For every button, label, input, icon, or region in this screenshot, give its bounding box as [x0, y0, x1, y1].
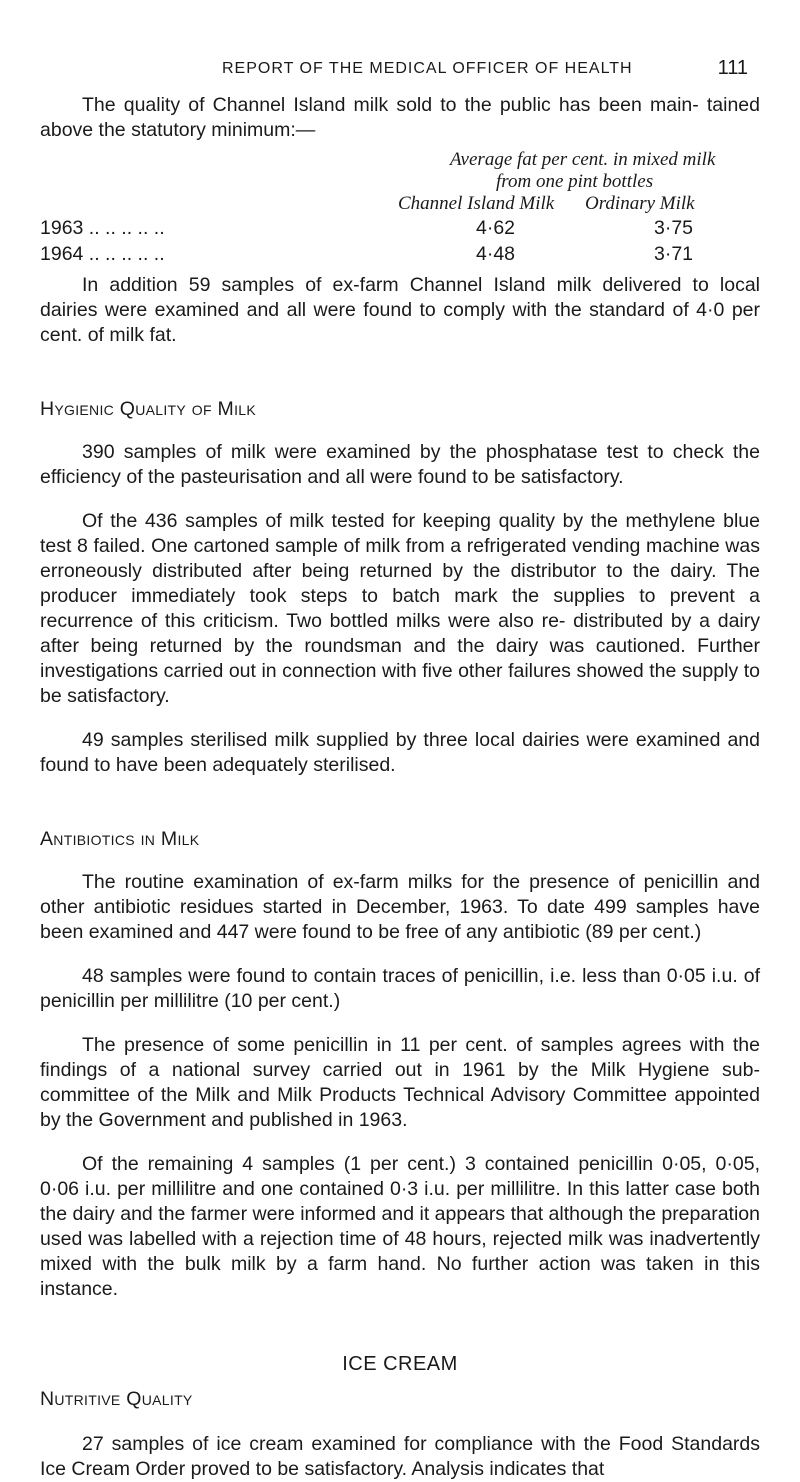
- ice-cream-paragraph-1: 27 samples of ice cream examined for compliance with the Food Standards Ice Cream Order proved to be satisfactory. Analysis indicates that: [40, 1433, 760, 1480]
- row-year: 1963 .. .. .. .. ..: [40, 217, 165, 239]
- table-row: [40, 241, 760, 267]
- row-channel-value: 4·62: [476, 217, 516, 239]
- fat-table-col-channel: Channel Island Milk: [398, 193, 555, 214]
- antibiotics-heading: Antibiotics in Milk: [40, 828, 200, 850]
- milk-quality-addition: In addition 59 samples of ex-farm Channel Island milk delivered to local dairies were examined and all were found to comply with the standard of 4·0 per cent. of milk fat.: [40, 274, 760, 346]
- nutritive-quality-heading: Nutritive Quality: [40, 1388, 193, 1410]
- row-ordinary-value: 3·71: [654, 243, 694, 265]
- fat-table-title-line1: Average fat per cent. in mixed milk: [450, 149, 716, 170]
- page-number: 111: [717, 57, 748, 79]
- fat-table-col-ordinary: Ordinary Milk: [585, 193, 695, 214]
- page-body: [40, 93, 760, 1482]
- ice-cream-title: ICE CREAM: [342, 1353, 458, 1375]
- row-year: 1964 .. .. .. .. ..: [40, 243, 165, 265]
- hygienic-paragraph-2: Of the 436 samples of milk tested for keeping quality by the methylene blue test 8 failed. One cartoned sample of milk from a refrigerated vending machine was erroneously distributed after being returned by the distributor to the dairy. The producer immediately took steps to batch mark the supplies to prevent a recurrence of this criticism. Two bottled milks were also re- distributed by a dairy after being returned by the roundsman and the dairy was cautioned. Further investigations carried out in connection with five other failures showed the supply to be satisfactory.: [40, 510, 760, 707]
- fat-table-header: [40, 149, 760, 215]
- row-ordinary-value: 3·75: [654, 217, 694, 239]
- table-row: [40, 215, 760, 241]
- antibiotics-paragraph-1: The routine examination of ex-farm milks for the presence of penicillin and other antibiotic residues started in December, 1963. To date 499 samples have been examined and 447 were found to be free of any antibiotic (89 per cent.): [40, 871, 760, 943]
- hygienic-heading: Hygienic Quality of Milk: [40, 398, 256, 420]
- milk-quality-intro: The quality of Channel Island milk sold to the public has been main- tained above the statutory minimum:—: [40, 94, 760, 141]
- antibiotics-paragraph-4: Of the remaining 4 samples (1 per cent.) 3 contained penicillin 0·05, 0·05, 0·06 i.u. per millilitre and one contained 0·3 i.u. per millilitre. In this latter case both the dairy and the farmer were informed and it appears that although the preparation used was labelled with a rejection time of 48 hours, rejected milk was inadvertently mixed with the bulk milk by a farm hand. No further action was taken in this instance.: [40, 1153, 760, 1300]
- antibiotics-paragraph-3: The presence of some penicillin in 11 per cent. of samples agrees with the findings of a national survey carried out in 1961 by the Milk Hygiene sub- committee of the Milk and Milk Products Technical Advisory Committee appointed by the Government and published in 1963.: [40, 1034, 760, 1131]
- hygienic-paragraph-1: 390 samples of milk were examined by the phosphatase test to check the efficiency of the pasteurisation and all were found to be satisfactory.: [40, 441, 760, 488]
- header-title: REPORT OF THE MEDICAL OFFICER OF HEALTH: [222, 60, 633, 77]
- running-header: [222, 57, 748, 79]
- hygienic-paragraph-3: 49 samples sterilised milk supplied by three local dairies were examined and found to have been adequately sterilised.: [40, 729, 760, 776]
- row-channel-value: 4·48: [476, 243, 516, 265]
- antibiotics-paragraph-2: 48 samples were found to contain traces of penicillin, i.e. less than 0·05 i.u. of penicillin per millilitre (10 per cent.): [40, 965, 760, 1012]
- fat-table-title-line2: from one pint bottles: [496, 171, 654, 192]
